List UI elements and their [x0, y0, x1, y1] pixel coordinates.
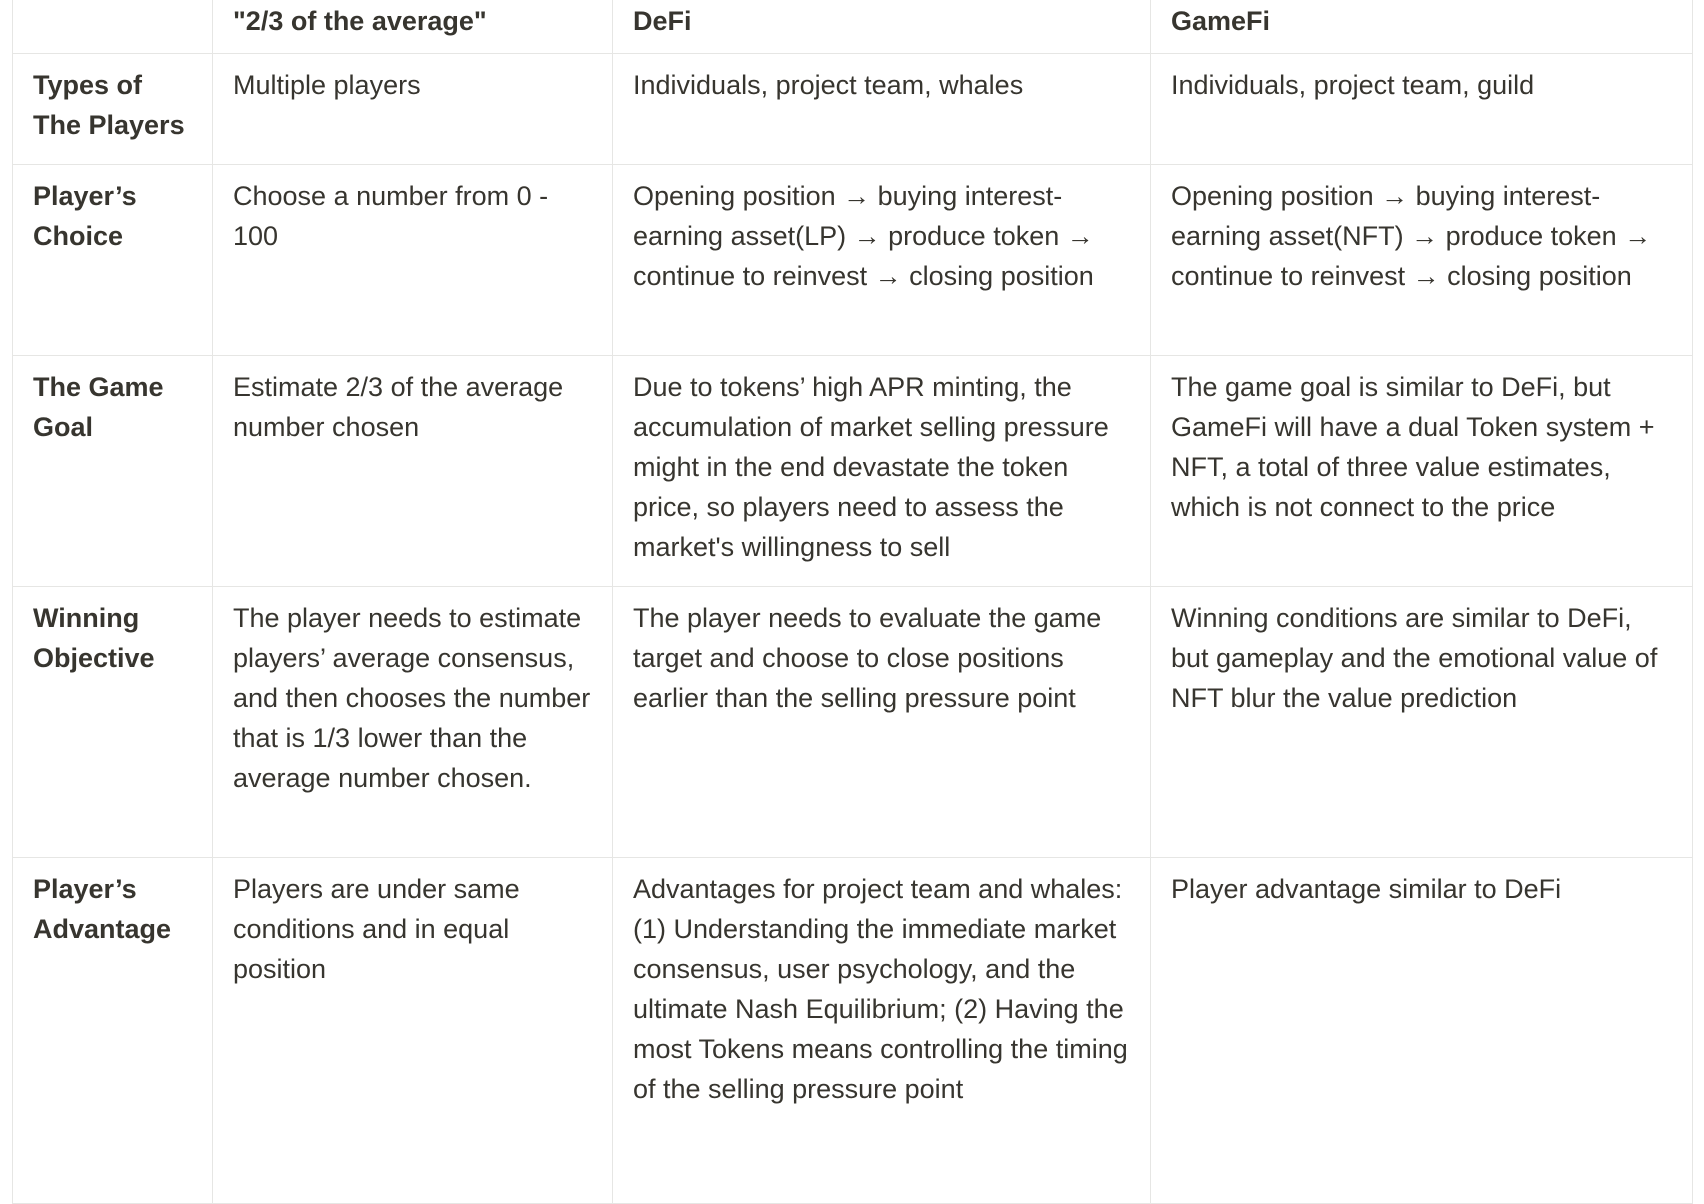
table-cell: Due to tokens’ high APR minting, the accumulation of market selling pressure might in the end devastate the token price, so players need to assess the market's willingness to sell [613, 356, 1151, 587]
header-defi: DeFi [613, 0, 1151, 54]
row-label-players-choice: Player’s Choice [13, 165, 213, 356]
table-cell: Individuals, project team, whales [613, 54, 1151, 165]
table-cell: Individuals, project team, guild [1151, 54, 1693, 165]
table-row [13, 165, 1693, 356]
row-label-players-advantage: Player’s Advantage [13, 858, 213, 1204]
table-header-row [13, 0, 1693, 54]
comparison-table-container [12, 0, 1692, 1204]
header-corner-cell [13, 0, 213, 54]
table-cell: The player needs to evaluate the game target and choose to close positions earlier than the selling pressure point [613, 587, 1151, 858]
table-cell: The player needs to estimate players’ average consensus, and then chooses the number that is 1/3 lower than the average number chosen. [213, 587, 613, 858]
table-cell: Estimate 2/3 of the average number chosen [213, 356, 613, 587]
table-cell: The game goal is similar to DeFi, but GameFi will have a dual Token system + NFT, a total of three value estimates, which is not connect to the price [1151, 356, 1693, 587]
row-label-game-goal: The Game Goal [13, 356, 213, 587]
header-two-thirds-average: "2/3 of the average" [213, 0, 613, 54]
table-cell: Advantages for project team and whales: (1) Understanding the immediate market consensus, user psychology, and the ultimate Nash Equilibrium; (2) Having the most Tokens means controlling the timing of the selling pressure point [613, 858, 1151, 1204]
table-row [13, 858, 1693, 1204]
table-row [13, 587, 1693, 858]
table-cell: Choose a number from 0 - 100 [213, 165, 613, 356]
table-cell: Player advantage similar to DeFi [1151, 858, 1693, 1204]
header-gamefi: GameFi [1151, 0, 1693, 54]
table-cell: Multiple players [213, 54, 613, 165]
table-cell: Opening position → buying interest-earning asset(LP) → produce token → continue to reinvest → closing position [613, 165, 1151, 356]
table-cell: Winning conditions are similar to DeFi, but gameplay and the emotional value of NFT blur the value prediction [1151, 587, 1693, 858]
comparison-table [12, 0, 1693, 1204]
table-cell: Opening position → buying interest-earning asset(NFT) → produce token → continue to reinvest → closing position [1151, 165, 1693, 356]
row-label-winning-objective: Winning Objective [13, 587, 213, 858]
table-row [13, 356, 1693, 587]
row-label-types-of-players: Types of The Players [13, 54, 213, 165]
table-row [13, 54, 1693, 165]
table-cell: Players are under same conditions and in equal position [213, 858, 613, 1204]
